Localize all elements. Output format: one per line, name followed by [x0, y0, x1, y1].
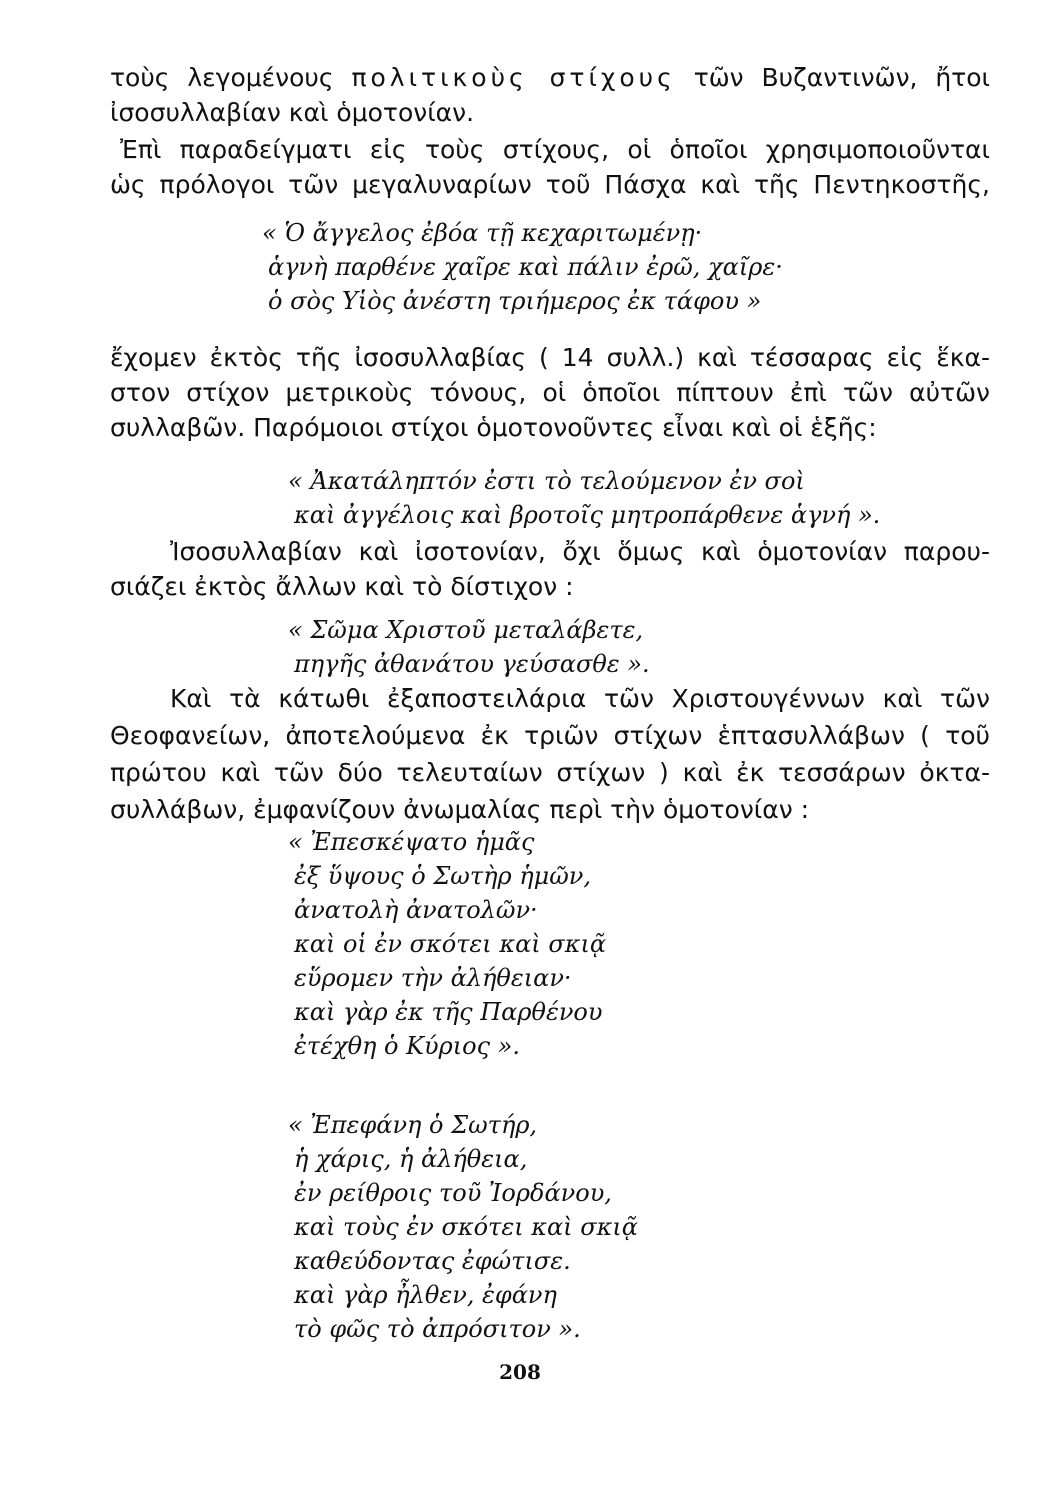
text-line: Καὶ τὰ κάτωθι ἐξαποστειλάρια τῶν Χριστουγέννων καὶ τῶν — [170, 684, 990, 713]
verse-quote-4 — [288, 825, 606, 1063]
verse-quote-1 — [262, 216, 783, 318]
verse-line: πηγῆς ἀθανάτου γεύσασθε ». — [294, 650, 650, 678]
verse-line: « Ἐπεφάνη ὁ Σωτήρ, — [288, 1111, 538, 1139]
paragraph-5 — [110, 680, 990, 828]
paragraph-4 — [110, 534, 990, 604]
verse-line: « Σῶμα Χριστοῦ μεταλάβετε, — [288, 616, 644, 644]
verse-line: ἡ χάρις, ἡ ἀλήθεια, — [294, 1145, 528, 1173]
verse-line: καὶ γὰρ ἦλθεν, ἐφάνη — [294, 1281, 557, 1309]
verse-quote-3 — [288, 613, 650, 681]
verse-line: « Ὁ ἄγγελος ἐβόα τῇ κεχαριτωμένῃ· — [262, 219, 703, 247]
text-line: ὡς πρόλογοι τῶν μεγαλυναρίων τοῦ Πάσχα καὶ τῆς Πεντηκοστῆς, — [110, 170, 990, 199]
verse-quote-5 — [288, 1108, 638, 1346]
text-line: τοὺς λεγομένους πολιτικοὺς στίχους τῶν Βυζαντινῶν, ἤτοι — [110, 63, 990, 92]
verse-line: ἀνατολὴ ἀνατολῶν· — [294, 896, 538, 924]
text-line: Ἰσοσυλλαβίαν καὶ ἰσοτονίαν, ὄχι ὅμως καὶ ὁμοτονίαν παρου- — [170, 537, 990, 566]
verse-line: « Ἀκατάληπτόν ἐστι τὸ τελούμενον ἐν σοὶ — [288, 467, 805, 495]
text-line: ἰσοσυλλαβίαν καὶ ὁμοτονίαν. — [110, 98, 475, 127]
text-line: συλλάβων, ἐμφανίζουν ἀνωμαλίας περὶ τὴν ὁμοτονίαν : — [110, 795, 810, 824]
verse-quote-2 — [288, 464, 880, 532]
text-line: Θεοφανείων, ἀποτελούμενα ἐκ τριῶν στίχων ἑπτασυλλάβων ( τοῦ — [110, 721, 990, 750]
page-number: 208 — [499, 1360, 541, 1384]
verse-line: τὸ φῶς τὸ ἀπρόσιτον ». — [294, 1315, 581, 1343]
text-line: στον στίχον μετρικοὺς τόνους, οἱ ὁποῖοι πίπτουν ἐπὶ τῶν αὐτῶν — [110, 378, 990, 407]
text-line: Ἐπὶ παραδείγματι εἰς τοὺς στίχους, οἱ ὁποῖοι χρησιμοποιοῦνται — [120, 135, 990, 164]
text-line: ἔχομεν ἐκτὸς τῆς ἰσοσυλλαβίας ( 14 συλλ.) καὶ τέσσαρας εἰς ἕκα- — [110, 343, 990, 372]
text-line: πρώτου καὶ τῶν δύο τελευταίων στίχων ) καὶ ἐκ τεσσάρων ὀκτα- — [110, 758, 990, 787]
verse-line: ἐξ ὕψους ὁ Σωτὴρ ἡμῶν, — [294, 862, 592, 890]
paragraph-2 — [110, 132, 990, 202]
verse-line: καθεύδοντας ἐφώτισε. — [294, 1247, 571, 1275]
verse-line: καὶ τοὺς ἐν σκότει καὶ σκιᾷ — [294, 1213, 638, 1241]
paragraph-1 — [110, 60, 990, 130]
text-line: συλλαβῶν. Παρόμοιοι στίχοι ὁμοτονοῦντες εἶναι καὶ οἱ ἑξῆς: — [110, 413, 877, 442]
verse-line: ὁ σὸς Υἱὸς ἀνέστη τριήμερος ἐκ τάφου » — [268, 287, 762, 315]
verse-line: καὶ ἀγγέλοις καὶ βροτοῖς μητροπάρθενε ἁγνή ». — [294, 501, 881, 529]
verse-line: καὶ οἱ ἐν σκότει καὶ σκιᾷ — [294, 930, 607, 958]
spaced-emphasis: πολιτικοὺς στίχους — [351, 63, 676, 92]
verse-line: ἐν ρείθροις τοῦ Ἰορδάνου, — [294, 1179, 612, 1207]
verse-line: εὕρομεν τὴν ἀλήθειαν· — [294, 964, 572, 992]
text-line: σιάζει ἐκτὸς ἄλλων καὶ τὸ δίστιχον : — [110, 572, 574, 601]
verse-line: « Ἐπεσκέψατο ἡμᾶς — [288, 828, 535, 856]
verse-line: καὶ γὰρ ἐκ τῆς Παρθένου — [294, 998, 603, 1026]
paragraph-3 — [110, 340, 990, 445]
verse-line: ἐτέχθη ὁ Κύριος ». — [294, 1032, 520, 1060]
verse-line: ἁγνὴ παρθένε χαῖρε καὶ πάλιν ἐρῶ, χαῖρε· — [268, 253, 783, 281]
